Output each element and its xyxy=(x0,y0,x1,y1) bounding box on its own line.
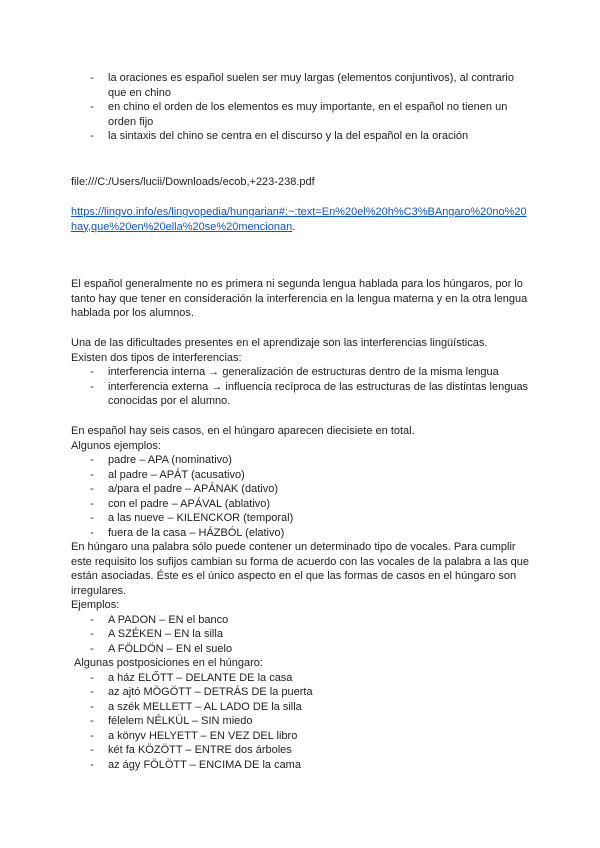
list-en xyxy=(71,613,531,657)
list-item: - az ajtó MÖGÖTT – DETRÁS DE la puerta xyxy=(71,685,531,700)
list-item: - la sintaxis del chino se centra en el discurso y la del español en la oración xyxy=(71,129,531,144)
list-item: - A SZÉKEN – EN la silla xyxy=(71,627,531,642)
list-item: - a/para el padre – APÁNAK (dativo) xyxy=(71,482,531,497)
list-item: - en chino el orden de los elementos es muy importante, en el español no tienen un orden fijo xyxy=(71,100,531,129)
list-item: - a szék MELLETT – AL LADO DE la silla xyxy=(71,700,531,715)
list-item: - A FÖLDÖN – EN el suelo xyxy=(71,642,531,657)
list-item: - az ágy FÖLÖTT – ENCIMA DE la cama xyxy=(71,758,531,773)
list-item: - félelem NÉLKÜL – SIN miedo xyxy=(71,714,531,729)
list-item: - con el padre – APÁVAL (ablativo) xyxy=(71,497,531,512)
paragraph-casos: En español hay seis casos, en el húngaro aparecen diecisiete en total. xyxy=(71,425,415,437)
paragraph-tipos: Existen dos tipos de interferencias: xyxy=(71,351,242,364)
list-item: - a ház ELŐTT – DELANTE DE la casa xyxy=(71,671,531,686)
file-reference: file:///C:/Users/lucii/Downloads/ecob,+223-238.pdf xyxy=(71,176,315,188)
list-item: - la oraciones es español suelen ser muy largas (elementos conjuntivos), al contrario que en chino xyxy=(71,71,531,100)
list-chinese xyxy=(71,71,531,144)
list-item: - interferencia interna → generalización de estructuras dentro de la misma lengua xyxy=(71,365,531,380)
list-item: - al padre – APÁT (acusativo) xyxy=(71,468,531,483)
list-item: - a könyv HELYETT – EN VEZ DEL libro xyxy=(71,729,531,744)
list-item: - a las nueve – KILENCKOR (temporal) xyxy=(71,511,531,526)
paragraph-postposiciones: Algunas postposiciones en el húngaro: xyxy=(74,657,263,669)
paragraph-dificultades: Una de las dificultades presentes en el aprendizaje son las interferencias lingüísticas. xyxy=(71,337,488,349)
list-item: - padre – APA (nominativo) xyxy=(71,453,531,468)
link-paragraph xyxy=(71,205,531,234)
paragraph-vocales: En húngaro una palabra sólo puede contener un determinado tipo de vocales. Para cumplir este requisito los sufijos cambian su forma de acuerdo con las vocales de la palabra a las que están asociadas. Éste es el único aspecto en el que las formas de casos en el húngaro son irregulares. xyxy=(71,541,529,597)
paragraph-ejemplos: Ejemplos: xyxy=(71,599,120,611)
link-trailing: . xyxy=(292,220,296,233)
list-item: - két fa KÖZÖTT – ENTRE dos árboles xyxy=(71,743,531,758)
lingvo-link[interactable]: https://lingvo.info/es/lingvopedia/hungarian#:~:text=En%20el%20h%C3%BAngaro%20no%20hay,que%20en%20ella%20se%20mencionan xyxy=(71,206,527,233)
list-item: - interferencia externa → influencia recíproca de las estructuras de las distintas lenguas conocidas por el alumno. xyxy=(71,380,531,409)
list-item: - A PADON – EN el banco xyxy=(71,613,531,628)
section-interferencias xyxy=(71,336,531,409)
section-casos xyxy=(71,424,531,772)
paragraph-algunos: Algunos ejemplos: xyxy=(71,439,161,452)
paragraph-intro: El español generalmente no es primera ni segunda lengua hablada para los húngaros, por lo tanto hay que tener en consideración la interferencia en la lengua materna y en la otra lengua hablada por los alumnos. xyxy=(71,278,528,319)
list-postposiciones xyxy=(71,671,531,773)
list-interferencias xyxy=(71,365,531,409)
list-item: - fuera de la casa – HÁZBÓL (elativo) xyxy=(71,526,531,541)
list-casos xyxy=(71,453,531,540)
